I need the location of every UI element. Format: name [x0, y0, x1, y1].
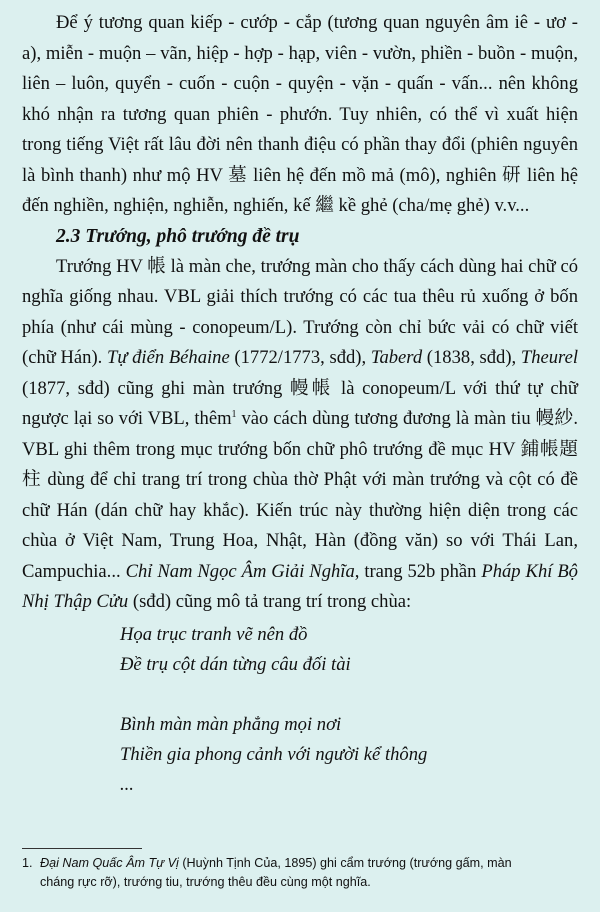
para2-text-a: Trướng HV 帳 là màn che, trướng màn cho thấy cách dùng hai chữ có nghĩa giống nhau. VBL giải thích trướng có các tua thêu rủ xuống ở bốn phía (như cái mùng - conopeum/L). Trướng còn chỉ bức vải có chữ viết (chữ Hán).	[22, 255, 578, 368]
title-phap-khi: Pháp Khí Bộ Nhị Thập Cửu	[22, 560, 578, 612]
title-taberd: Taberd	[370, 347, 423, 368]
footnote-number: 1.	[22, 856, 33, 870]
poem-stanza-gap	[120, 680, 578, 710]
body-text	[22, 8, 578, 800]
para2-text-c: (1838, sđd),	[422, 347, 521, 368]
poem-ellipsis: ...	[120, 773, 134, 795]
footnote-title: Đại Nam Quấc Âm Tự Vị	[40, 856, 179, 870]
paragraph-1: Để ý tương quan kiếp - cướp - cắp (tương quan nguyên âm iê - ươ - a), miễn - muộn – vãn, hiệp - hợp - hạp, viên - vườn, phiền - buồn - muộn, liên – luôn, quyển - cuốn - cuộn - quyện - vặn - quấn - vấn... nên không khó nhận ra tương quan phiên - phướn. Tuy nhiên, có thể vì xuất hiện trong tiếng Việt rất lâu đời nên thanh điệu có phần thay đổi (phiên nguyên là bình thanh) như mộ HV 墓 liên hệ đến mồ mả (mô), nghiên 研 liên hệ đến nghiền, nghiện, nghiễn, nghiến, kế 繼 kề ghẻ (cha/mẹ ghẻ) v.v...	[22, 12, 578, 216]
para2-text-g: (sđd) cũng mô tả trang trí trong chùa:	[128, 591, 412, 612]
para2-text-f: , trang 52b phần	[354, 560, 482, 582]
para2-text-e: vào cách dùng tương đương là màn tiu 幔紗. VBL ghi thêm trong mục trướng bốn chữ phô trướng đề mục HV 鋪帳題柱 dùng để chỉ trang trí trong chùa thờ Phật với màn trướng và cột có đề chữ Hán (dán chữ hay khắc). Kiến trúc này thường hiện diện trong các chùa ở Việt Nam, Trung Hoa, Nhật, Hàn (đồng văn) so với Thái Lan, Campuchia...	[22, 408, 578, 582]
paragraph-2	[22, 252, 578, 618]
poem-line-3: Bình màn màn phẳng mọi nơi	[120, 713, 342, 735]
title-chi-nam: Chỉ Nam Ngọc Âm Giải Nghĩa	[125, 560, 355, 582]
poem-block	[22, 620, 578, 800]
poem-line-1: Họa trục tranh vẽ nên đồ	[120, 623, 308, 645]
title-theurel: Theurel	[520, 347, 579, 368]
footnote-line-2: cháng rực rỡ), trướng tiu, trướng thêu đều cùng một nghĩa.	[40, 875, 371, 889]
footnote-line-1	[22, 854, 578, 873]
para2-text-d: (1877, sđd) cũng ghi màn trướng 幔帳 là conopeum/L với thứ tự chữ ngược lại so với VBL, thêm	[22, 377, 578, 429]
footnote	[22, 854, 578, 892]
poem-line-4: Thiền gia phong cảnh với người kể thông	[120, 743, 428, 765]
footnote-ref: 1	[231, 408, 237, 420]
footnote-divider	[22, 848, 142, 849]
poem-line-2: Đề trụ cột dán từng câu đối tài	[120, 653, 351, 675]
para2-text-b: (1772/1773, sđd),	[229, 347, 371, 368]
footnote-text-1: (Huỳnh Tịnh Của, 1895) ghi cẩm trướng (trướng gấm, màn	[178, 856, 512, 870]
section-heading: 2.3 Trướng, phô trướng đề trụ	[56, 225, 300, 247]
title-behaine: Tự điển Béhaine	[106, 347, 230, 368]
